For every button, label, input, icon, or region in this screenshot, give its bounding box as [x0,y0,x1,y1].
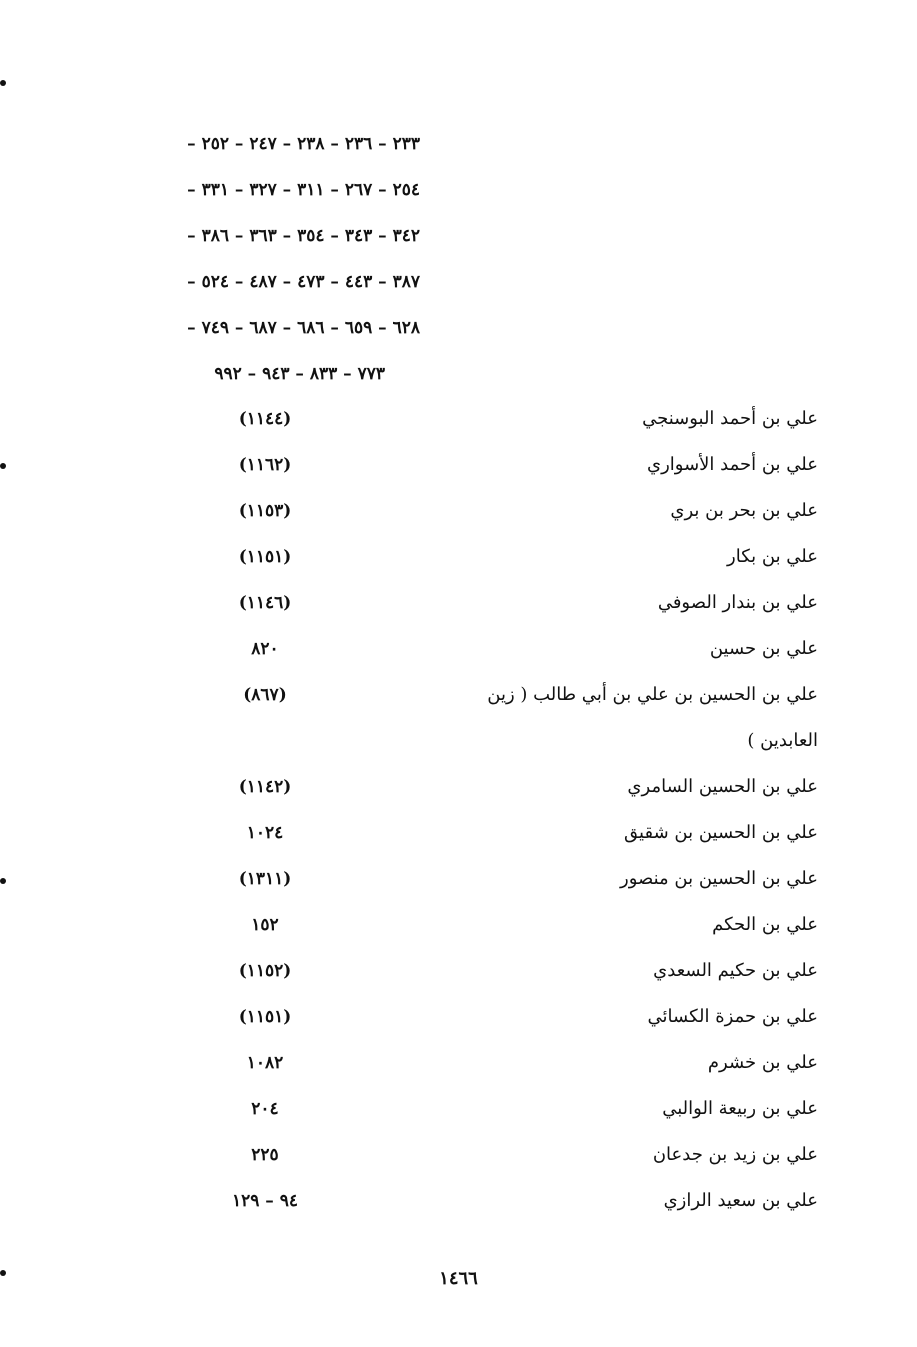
continuation-line: ٢٣٣ – ٢٣٦ – ٢٣٨ – ٢٤٧ – ٢٥٢ – [187,134,420,154]
entry-reference: (١١٦٢) [238,455,292,475]
margin-mark [0,80,6,86]
entry-name: علي بن زيد بن جدعان [652,1144,818,1165]
entry-reference: (١١٥١) [238,547,292,567]
entry-name: علي بن حكيم السعدي [653,960,818,981]
entry-name: علي بن أحمد الأسواري [647,454,818,475]
entry-name: علي بن الحكم [712,914,818,935]
index-entry [0,862,917,896]
continuation-line: ٣٤٢ – ٣٤٣ – ٣٥٤ – ٣٦٣ – ٣٨٦ – [187,226,420,246]
page-number: ١٤٦٦ [439,1268,478,1289]
entry-name: علي بن الحسين بن علي بن أبي طالب ( زين [487,684,818,705]
entry-reference: ٩٤ – ١٢٩ [231,1191,298,1211]
index-entry [0,1184,917,1218]
entry-reference: (١١٤٤) [238,409,292,429]
entry-name: علي بن بندار الصوفي [657,592,818,613]
entry-name: علي بن بكار [727,546,818,567]
index-entry [0,586,917,620]
entry-reference: (١١٥١) [238,1007,292,1027]
index-entry [0,448,917,482]
index-entry [0,678,917,712]
index-entry [0,1000,917,1034]
entry-reference: (١١٥٢) [238,961,292,981]
entry-reference: ٨٢٠ [251,639,279,659]
index-entry [0,402,917,436]
index-entry [0,540,917,574]
index-entry [0,770,917,804]
entry-name: علي بن الحسين بن منصور [620,868,818,889]
entry-name: علي بن أحمد البوسنجي [642,408,818,429]
entry-name: علي بن الحسين السامري [627,776,818,797]
entry-reference: (١٣١١) [238,869,292,889]
entry-reference: (١١٥٣) [238,501,292,521]
continuation-line: ٢٥٤ – ٢٦٧ – ٣١١ – ٣٢٧ – ٣٣١ – [187,180,420,200]
entry-name: علي بن خشرم [707,1052,818,1073]
entry-reference: (١١٤٢) [238,777,292,797]
entry-name: علي بن حسين [709,638,818,659]
index-entry [0,1138,917,1172]
index-entry [0,954,917,988]
entry-reference: (٨٦٧) [243,685,287,705]
entry-reference: ٢٢٥ [251,1145,279,1165]
entry-name: علي بن ربيعة الوالبي [662,1098,818,1119]
entry-name-continuation: العابدين ) [747,730,818,751]
entry-name: علي بن الحسين بن شقيق [624,822,818,843]
continuation-line: ٣٨٧ – ٤٤٣ – ٤٧٣ – ٤٨٧ – ٥٢٤ – [187,272,420,292]
entry-reference: ٢٠٤ [251,1099,279,1119]
index-entry [0,1092,917,1126]
index-entry [0,632,917,666]
continuation-line: ٧٧٣ – ٨٣٣ – ٩٤٣ – ٩٩٢ [214,364,385,384]
index-entry [0,908,917,942]
entry-name: علي بن بحر بن بري [670,500,818,521]
entry-name: علي بن سعيد الرازي [663,1190,818,1211]
continuation-line: ٦٢٨ – ٦٥٩ – ٦٨٦ – ٦٨٧ – ٧٤٩ – [187,318,420,338]
index-entry [0,816,917,850]
entry-reference: ١٥٢ [251,915,279,935]
entry-reference: (١١٤٦) [238,593,292,613]
index-entry [0,494,917,528]
entry-reference: ١٠٢٤ [246,823,284,843]
entry-name: علي بن حمزة الكسائي [647,1006,818,1027]
entry-reference: ١٠٨٢ [246,1053,284,1073]
index-entry [0,1046,917,1080]
